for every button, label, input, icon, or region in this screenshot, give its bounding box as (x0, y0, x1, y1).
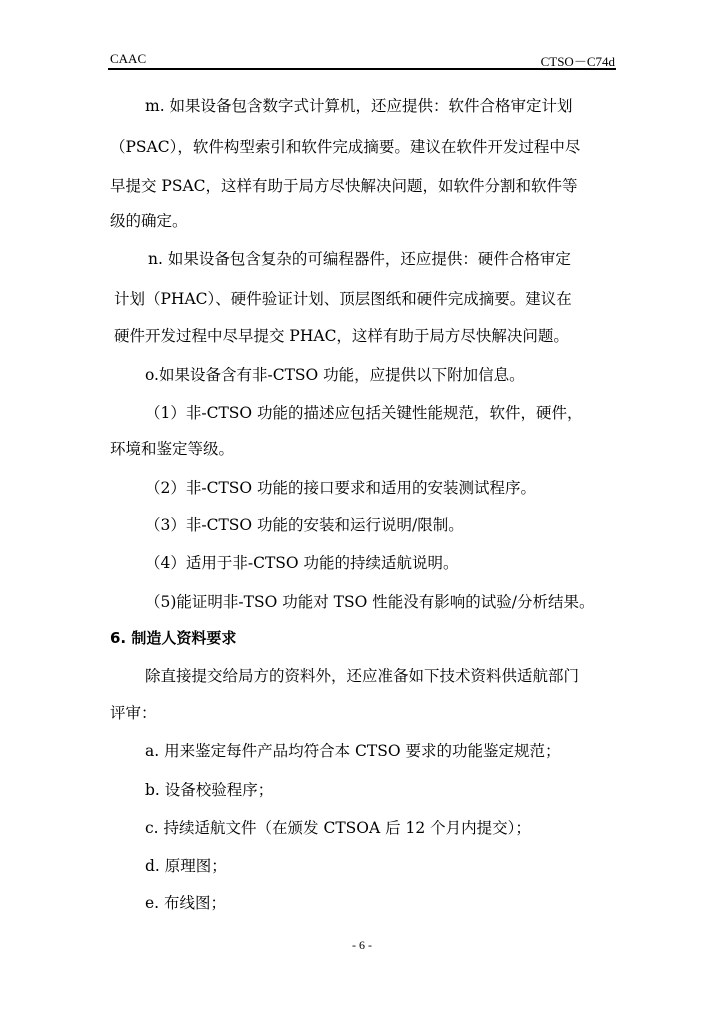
section-heading: 6. 制造人资料要求 (110, 629, 237, 647)
item-5: （5)能证明非-TSO 功能对 TSO 性能没有影响的试验/分析结果。 (145, 593, 595, 611)
header-left: CAAC (110, 51, 147, 66)
para-m-line-3: 早提交 PSAC，这样有助于局方尽快解决问题，如软件分割和软件等 (110, 177, 578, 195)
para-n-line-3: 硬件开发过程中尽早提交 PHAC，这样有助于局方尽快解决问题。 (114, 327, 569, 345)
list-item-a: a. 用来鉴定每件产品均符合本 CTSO 要求的功能鉴定规范； (145, 742, 561, 760)
header-rule (108, 68, 616, 70)
item-1-line-2: 环境和鉴定等级。 (110, 440, 235, 458)
item-2: （2）非-CTSO 功能的接口要求和适用的安装测试程序。 (145, 479, 537, 497)
list-item-d: d. 原理图； (145, 857, 227, 875)
page-number: - 6 - (352, 938, 372, 952)
para-m-line-4: 级的确定。 (110, 212, 188, 230)
para-n-line-1: n. 如果设备包含复杂的可编程器件，还应提供：硬件合格审定 (148, 250, 571, 268)
item-4: （4）适用于非-CTSO 功能的持续适航说明。 (145, 554, 459, 572)
para-intro-line-2: 评审： (110, 704, 157, 722)
item-1-line-1: （1）非-CTSO 功能的描述应包括关键性能规范，软件，硬件， (145, 404, 583, 422)
list-item-c: c. 持续适航文件（在颁发 CTSOA 后 12 个月内提交）； (145, 819, 531, 837)
para-n-line-2: 计划（PHAC）、硬件验证计划、顶层图纸和硬件完成摘要。建议在 (114, 290, 572, 308)
para-o-line-1: o.如果设备含有非-CTSO 功能，应提供以下附加信息。 (145, 366, 525, 384)
para-m-line-1: m. 如果设备包含数字式计算机，还应提供：软件合格审定计划 (145, 97, 573, 115)
para-m-line-2: （PSAC），软件构型索引和软件完成摘要。建议在软件开发过程中尽 (110, 138, 581, 156)
item-3: （3）非-CTSO 功能的安装和运行说明/限制。 (145, 516, 464, 534)
list-item-e: e. 布线图； (145, 894, 227, 912)
header-right: CTSO－C74d (540, 54, 615, 69)
list-item-b: b. 设备校验程序； (145, 781, 274, 799)
para-intro-line-1: 除直接提交给局方的资料外，还应准备如下技术资料供适航部门 (145, 667, 580, 685)
